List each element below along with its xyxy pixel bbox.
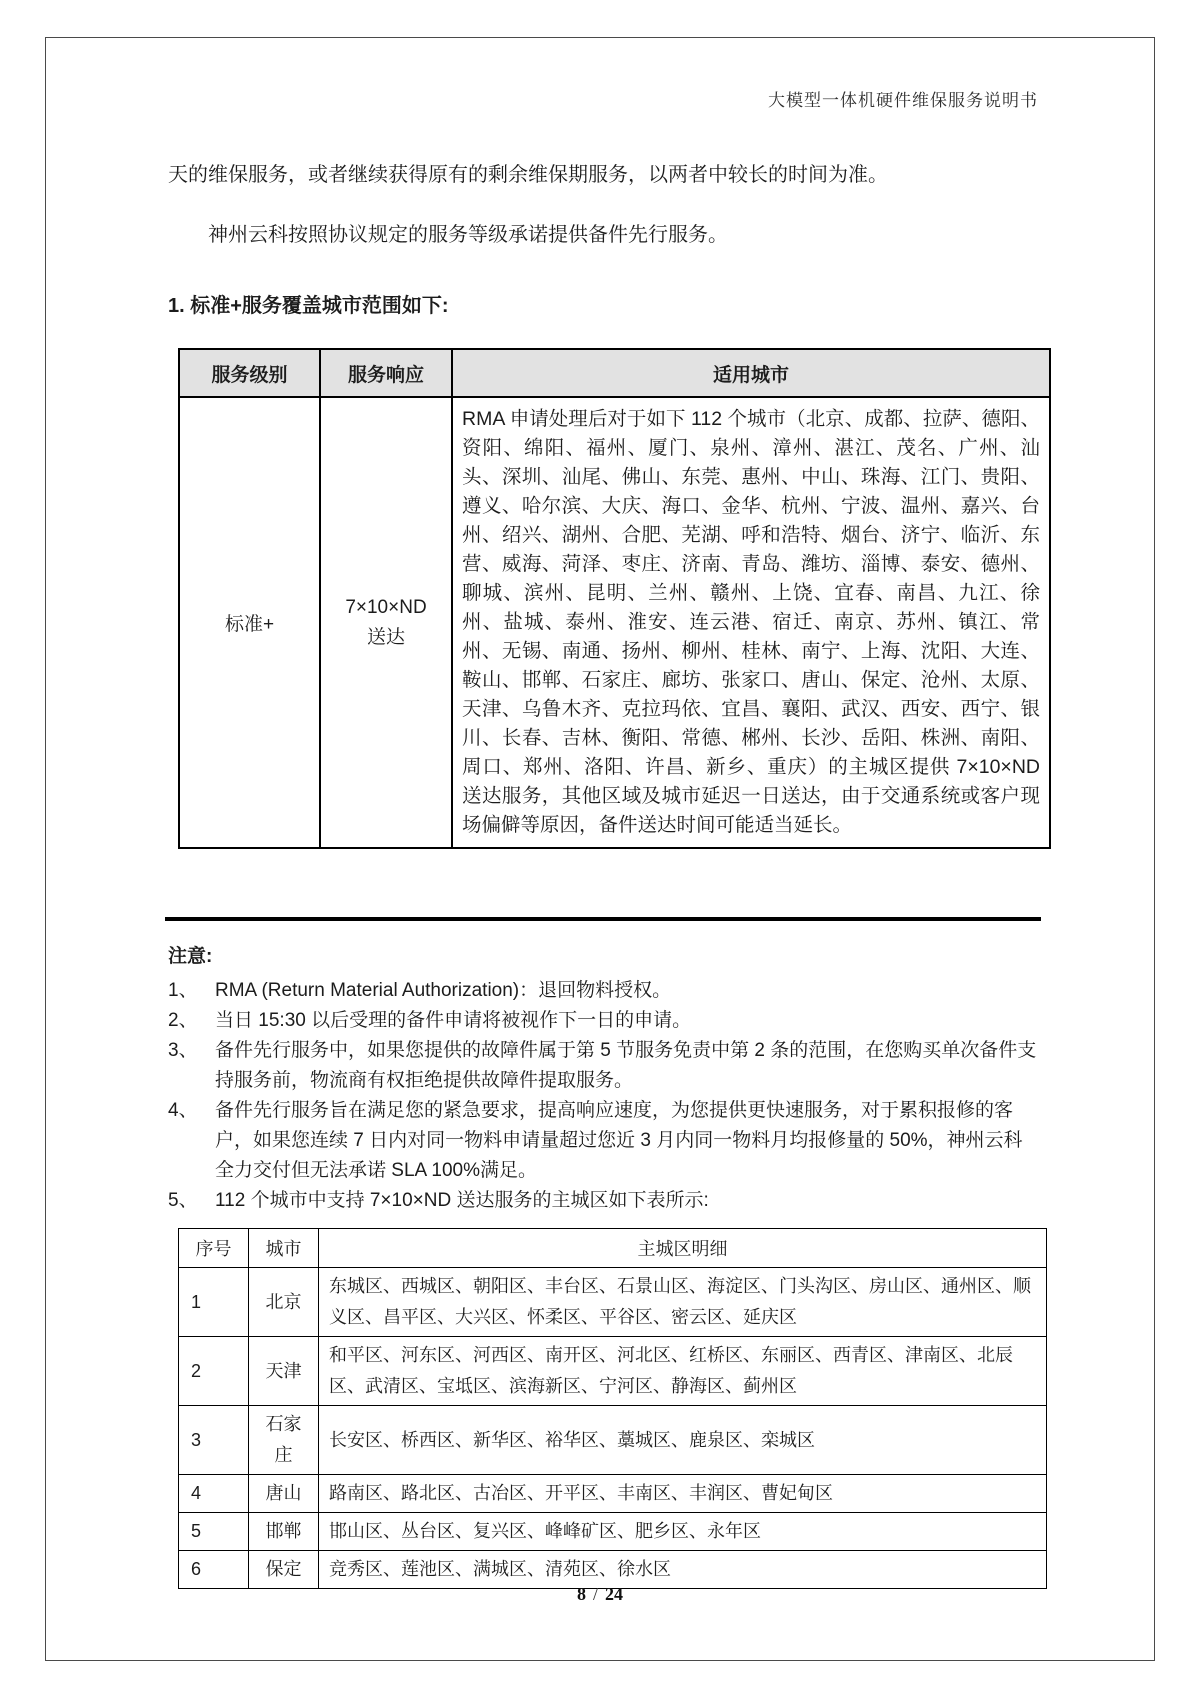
note-item: [168, 1036, 1038, 1096]
row-number-cell: 2: [179, 1337, 249, 1406]
service-coverage-table: [178, 348, 1051, 849]
note-item: [168, 976, 1038, 1006]
district-table-row: [179, 1268, 1047, 1337]
page-content: [168, 0, 1038, 1589]
district-table-header-no: 序号: [179, 1229, 249, 1268]
intro-paragraph-2: 神州云科按照协议规定的服务等级承诺提供备件先行服务。: [208, 224, 728, 246]
district-table: [178, 1228, 1047, 1589]
notes-title: 注意:: [168, 946, 213, 967]
district-table-row: [179, 1406, 1047, 1475]
row-number-cell: 5: [179, 1513, 249, 1551]
city-cell: 邯郸: [249, 1513, 319, 1551]
districts-cell: 竞秀区、莲池区、满城区、清苑区、徐水区: [319, 1551, 1047, 1589]
district-table-header-districts: 主城区明细: [319, 1229, 1047, 1268]
note-item: [168, 1186, 1038, 1216]
service-table-header-level: 服务级别: [179, 349, 320, 397]
city-cell: 保定: [249, 1551, 319, 1589]
district-table-row: [179, 1475, 1047, 1513]
service-level-cell: 标准+: [179, 397, 320, 848]
districts-cell: 东城区、西城区、朝阳区、丰台区、石景山区、海淀区、门头沟区、房山区、通州区、顺义区、昌平区、大兴区、怀柔区、平谷区、密云区、延庆区: [319, 1268, 1047, 1337]
note-item: [168, 1006, 1038, 1036]
page-total: 24: [605, 1584, 623, 1604]
note-text: 备件先行服务中，如果您提供的故障件属于第 5 节服务免责中第 2 条的范围，在您购买单次备件支持服务前，物流商有权拒绝提供故障件提取服务。: [215, 1040, 1037, 1091]
district-table-header-row: [179, 1229, 1047, 1268]
city-cell: 北京: [249, 1268, 319, 1337]
row-number-cell: 3: [179, 1406, 249, 1475]
city-cell: 唐山: [249, 1475, 319, 1513]
service-table-header-cities: 适用城市: [452, 349, 1050, 397]
notes-list: [168, 976, 1038, 1216]
note-text: 112 个城市中支持 7×10×ND 送达服务的主城区如下表所示:: [215, 1190, 709, 1211]
service-response-text: 7×10×ND 送达: [345, 596, 427, 648]
note-marker: 1、: [168, 980, 198, 1001]
districts-cell: 邯山区、丛台区、复兴区、峰峰矿区、肥乡区、永年区: [319, 1513, 1047, 1551]
page-number: 8: [576, 1584, 586, 1604]
note-marker: 2、: [168, 1010, 198, 1031]
service-table-header-row: [179, 349, 1050, 397]
row-number-cell: 6: [179, 1551, 249, 1589]
service-response-cell: [320, 397, 452, 848]
page-separator: /: [592, 1584, 598, 1604]
note-text: 当日 15:30 以后受理的备件申请将被视作下一日的申请。: [215, 1010, 692, 1031]
applicable-cities-cell: RMA 申请处理后对于如下 112 个城市（北京、成都、拉萨、德阳、资阳、绵阳、福州、厦门、泉州、漳州、湛江、茂名、广州、汕头、深圳、汕尾、佛山、东莞、惠州、中山、珠海、江门、贵阳、遵义、哈尔滨、大庆、海口、金华、杭州、宁波、温州、嘉兴、台州、绍兴、湖州、合肥、芜湖、呼和浩特、烟台、济宁、临沂、东营、威海、菏泽、枣庄、济南、青岛、潍坊、淄博、泰安、德州、聊城、滨州、昆明、兰州、赣州、上饶、宜春、南昌、九江、徐州、盐城、泰州、淮安、连云港、宿迁、南京、苏州、镇江、常州、无锡、南通、扬州、柳州、桂林、南宁、上海、沈阳、大连、鞍山、邯郸、石家庄、廊坊、张家口、唐山、保定、沧州、太原、天津、乌鲁木齐、克拉玛依、宜昌、襄阳、武汉、西安、西宁、银川、长春、吉林、衡阳、常德、郴州、长沙、岳阳、株洲、南阳、周口、郑州、洛阳、许昌、新乡、重庆）的主城区提供 7×10×ND 送达服务，其他区域及城市延迟一日送达，由于交通系统或客户现场偏僻等原因，备件送达时间可能适当延长。: [452, 397, 1050, 848]
note-marker: 5、: [168, 1190, 198, 1211]
districts-cell: 长安区、桥西区、新华区、裕华区、藁城区、鹿泉区、栾城区: [319, 1406, 1047, 1475]
service-table-header-response: 服务响应: [320, 349, 452, 397]
city-cell: 石家庄: [249, 1406, 319, 1475]
district-table-header-city: 城市: [249, 1229, 319, 1268]
doc-header-title: 大模型一体机硬件维保服务说明书: [768, 91, 1038, 110]
intro-paragraph-1: 天的维保服务，或者继续获得原有的剩余维保期服务，以两者中较长的时间为准。: [168, 164, 888, 186]
section-divider-line: [165, 917, 1041, 921]
row-number-cell: 4: [179, 1475, 249, 1513]
note-text: RMA (Return Material Authorization)：退回物料授权。: [215, 980, 672, 1001]
district-table-row: [179, 1337, 1047, 1406]
districts-cell: 路南区、路北区、古冶区、开平区、丰南区、丰润区、曹妃甸区: [319, 1475, 1047, 1513]
row-number-cell: 1: [179, 1268, 249, 1337]
note-text: 备件先行服务旨在满足您的紧急要求，提高响应速度，为您提供更快速服务，对于累积报修的客户，如果您连续 7 日内对同一物料申请量超过您近 3 月内同一物料月均报修量的 50%，神州云科全力交付但无法承诺 SLA 100%满足。: [215, 1100, 1023, 1181]
districts-cell: 和平区、河东区、河西区、南开区、河北区、红桥区、东丽区、西青区、津南区、北辰区、武清区、宝坻区、滨海新区、宁河区、静海区、蓟州区: [319, 1337, 1047, 1406]
note-item: [168, 1096, 1038, 1186]
service-table-row: [179, 397, 1050, 848]
note-marker: 4、: [168, 1100, 198, 1121]
city-cell: 天津: [249, 1337, 319, 1406]
section-heading: 1. 标准+服务覆盖城市范围如下:: [168, 295, 449, 317]
district-table-row: [179, 1551, 1047, 1589]
page-footer: [0, 1584, 1200, 1605]
district-table-row: [179, 1513, 1047, 1551]
note-marker: 3、: [168, 1040, 198, 1061]
